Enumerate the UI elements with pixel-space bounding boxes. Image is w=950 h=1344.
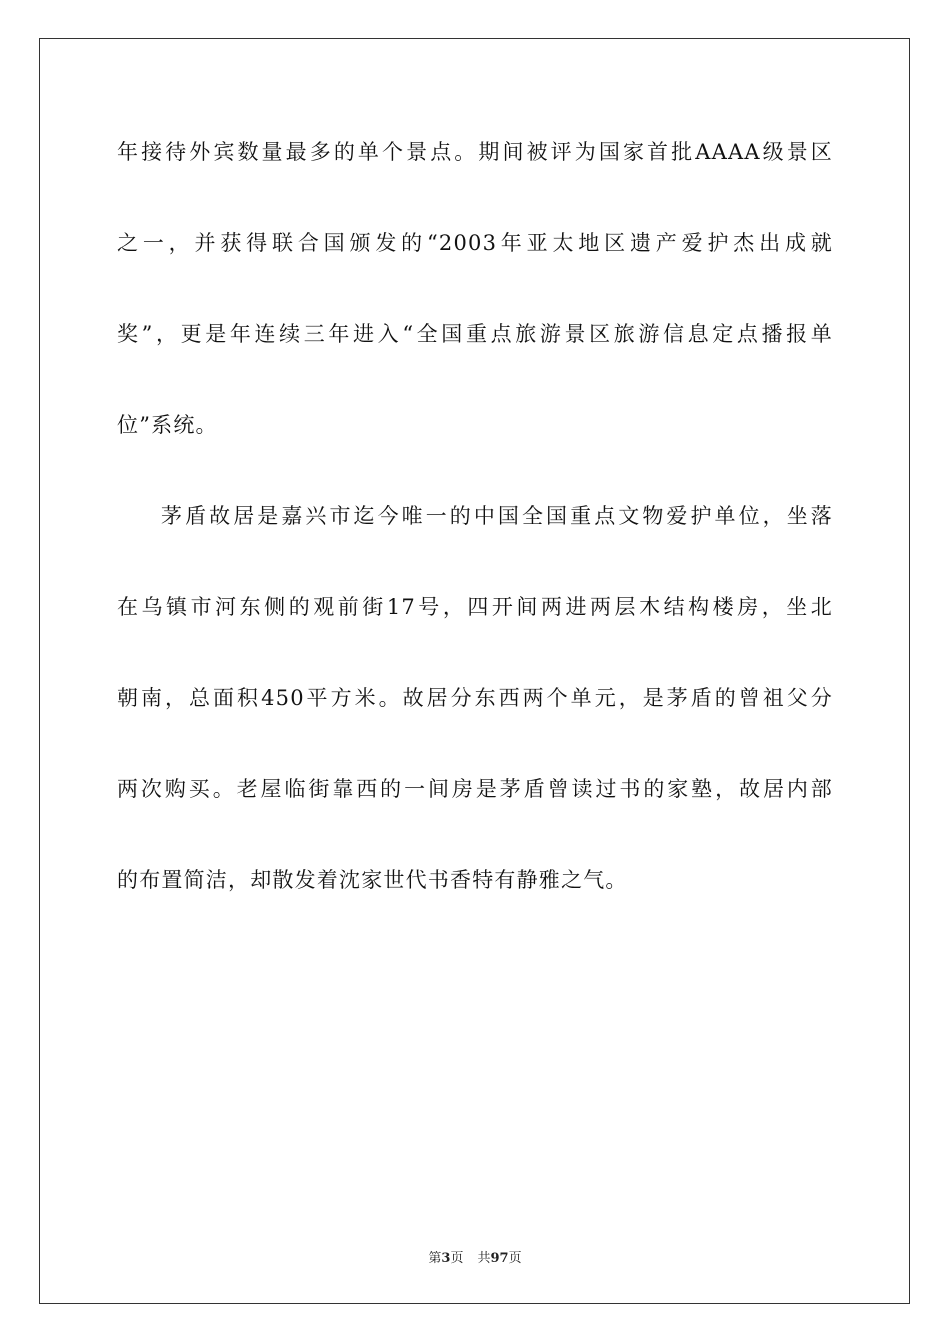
paragraph-1 bbox=[117, 128, 833, 492]
text-line: 位”系统。 bbox=[117, 413, 218, 437]
total-pages: 97 bbox=[490, 1251, 509, 1266]
page-footer bbox=[0, 1247, 950, 1266]
total-suffix: 页 bbox=[508, 1251, 522, 1266]
page-suffix: 页 bbox=[450, 1251, 464, 1266]
total-prefix: 共 bbox=[477, 1251, 491, 1266]
text-line: 两次购买。老屋临街靠西的一间房是茅盾曾读过书的家塾，故居内部 bbox=[117, 777, 833, 801]
document-body bbox=[117, 128, 833, 947]
text-line: 的布置简洁，却散发着沈家世代书香特有静雅之气。 bbox=[117, 868, 628, 892]
text-line: 茅盾故居是嘉兴市迄今唯一的中国全国重点文物爱护单位，坐落 bbox=[161, 504, 833, 528]
page-number: 3 bbox=[441, 1251, 451, 1266]
page-prefix: 第 bbox=[428, 1251, 442, 1266]
text-line: 之一，并获得联合国颁发的“2003年亚太地区遗产爱护杰出成就 bbox=[117, 231, 833, 255]
text-line: 年接待外宾数量最多的单个景点。期间被评为国家首批AAAA级景区 bbox=[117, 140, 833, 164]
text-line: 在乌镇市河东侧的观前街17号，四开间两进两层木结构楼房，坐北 bbox=[117, 595, 833, 619]
text-line: 奖”，更是年连续三年进入“全国重点旅游景区旅游信息定点播报单 bbox=[117, 322, 833, 346]
paragraph-2 bbox=[117, 492, 833, 947]
text-line: 朝南，总面积450平方米。故居分东西两个单元，是茅盾的曾祖父分 bbox=[117, 686, 833, 710]
